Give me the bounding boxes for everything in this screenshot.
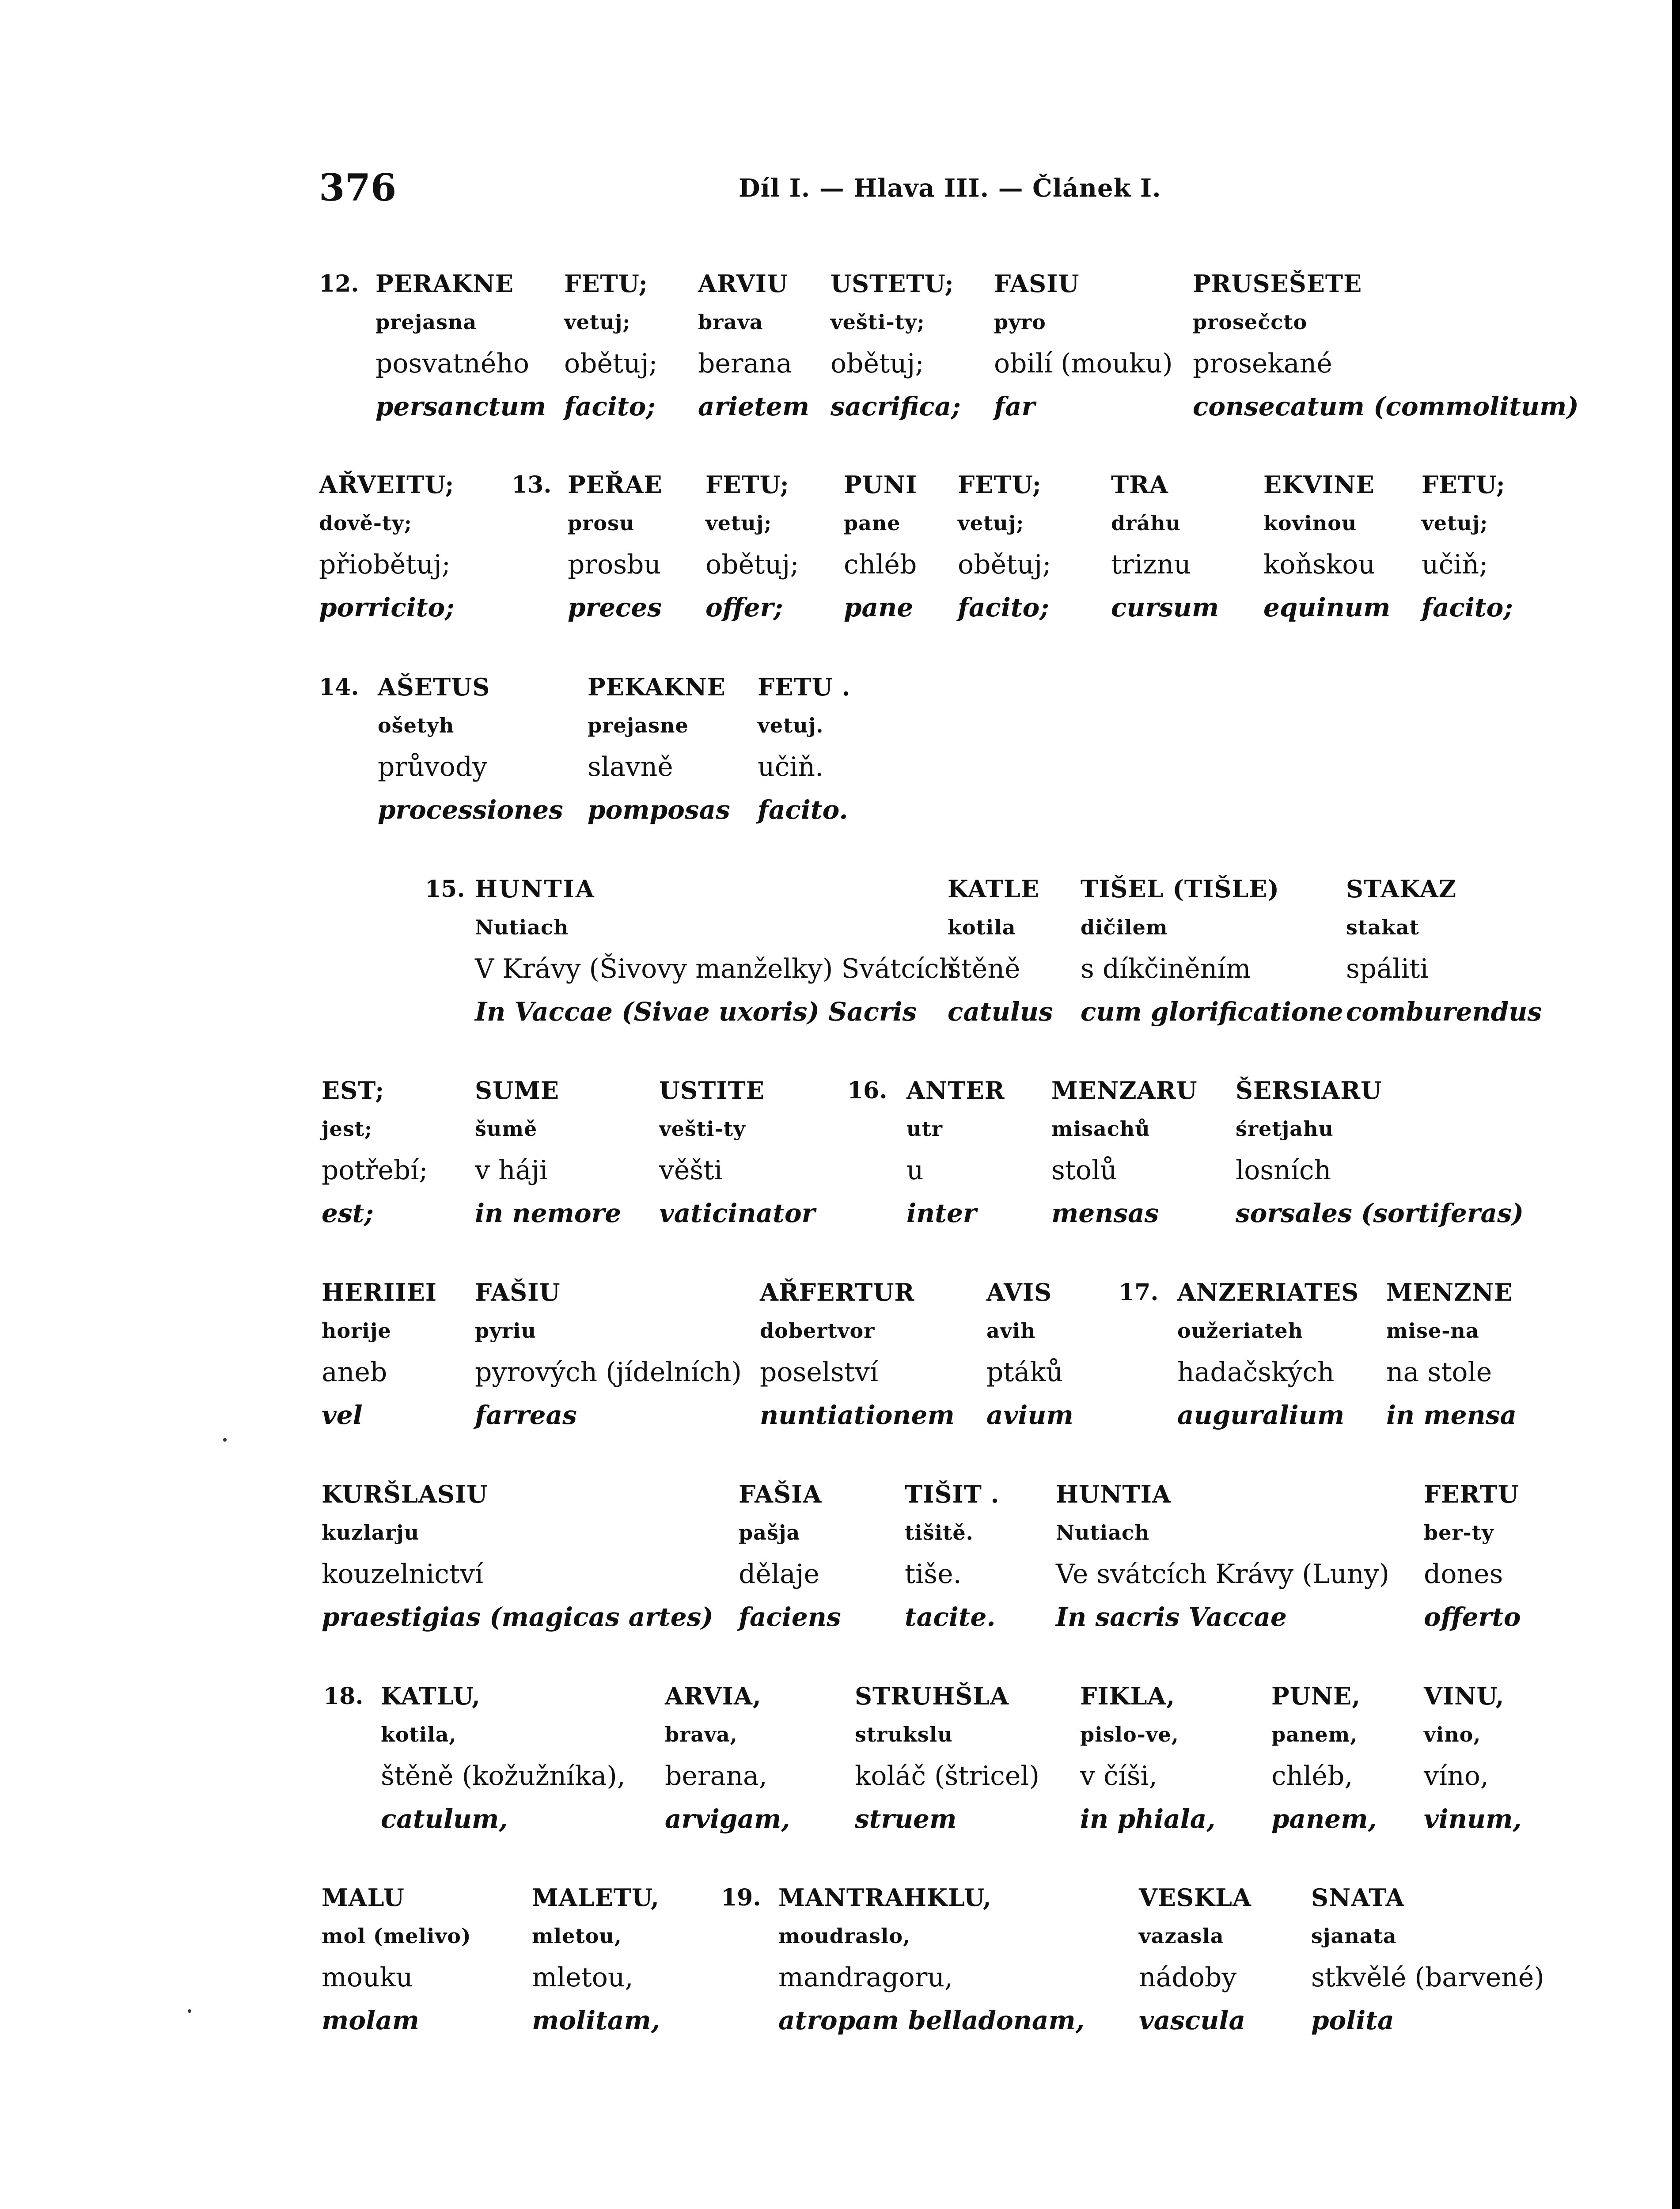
verse-number: 17. bbox=[1119, 1279, 1159, 1306]
umbrian-word: KATLU, bbox=[381, 1682, 481, 1710]
umbrian-word: SUME bbox=[475, 1076, 560, 1104]
latin-gloss: tacite. bbox=[905, 1602, 996, 1632]
umbrian-word: FETU; bbox=[1422, 471, 1506, 499]
czech-gloss: Ve svátcích Krávy (Luny) bbox=[1056, 1559, 1390, 1590]
transcription: pislo-ve, bbox=[1080, 1723, 1179, 1746]
transcription: oužeriateh bbox=[1177, 1319, 1303, 1343]
umbrian-word: KURŠLASIU bbox=[322, 1480, 488, 1508]
transcription: brava, bbox=[665, 1723, 738, 1746]
latin-gloss: avium bbox=[986, 1400, 1073, 1430]
latin-gloss: comburendus bbox=[1346, 997, 1542, 1027]
czech-gloss: kouzelnictví bbox=[322, 1559, 484, 1590]
verse-number: 12. bbox=[319, 270, 359, 297]
umbrian-word: FIKLA, bbox=[1080, 1682, 1176, 1710]
umbrian-word: MENZARU bbox=[1051, 1076, 1198, 1104]
latin-gloss: arietem bbox=[698, 391, 810, 421]
latin-gloss: mensas bbox=[1051, 1198, 1159, 1228]
verse-number: 14. bbox=[319, 674, 359, 701]
page-header bbox=[319, 166, 1565, 214]
czech-gloss: stkvělé (barvené) bbox=[1311, 1962, 1544, 1993]
czech-gloss: obilí (mouku) bbox=[994, 348, 1173, 379]
transcription: vetuj; bbox=[564, 310, 631, 334]
verse-number: 13. bbox=[512, 471, 552, 498]
umbrian-word: MENZNE bbox=[1386, 1278, 1513, 1306]
umbrian-word: TIŠIT . bbox=[905, 1480, 1000, 1508]
umbrian-word: FETU; bbox=[564, 269, 648, 298]
transcription: vetuj; bbox=[705, 511, 772, 535]
transcription: mise-na bbox=[1386, 1319, 1479, 1343]
latin-gloss: facito; bbox=[958, 592, 1049, 622]
latin-gloss: sacrifica; bbox=[831, 391, 961, 421]
czech-gloss: věšti bbox=[659, 1155, 723, 1186]
latin-gloss: vaticinator bbox=[659, 1198, 815, 1228]
speck bbox=[188, 2009, 191, 2013]
latin-gloss: offerto bbox=[1424, 1602, 1521, 1632]
transcription: brava bbox=[698, 310, 763, 334]
umbrian-word: ARVIU bbox=[698, 269, 789, 298]
transcription: sjanata bbox=[1311, 1924, 1397, 1948]
czech-gloss: V Krávy (Šivovy manželky) Svátcích bbox=[475, 953, 956, 984]
umbrian-word: PRUSEŠETE bbox=[1193, 269, 1362, 298]
umbrian-word: VINU, bbox=[1424, 1682, 1505, 1710]
latin-gloss: facito; bbox=[564, 391, 656, 421]
czech-gloss: v háji bbox=[475, 1155, 548, 1186]
umbrian-word: ANTER bbox=[906, 1076, 1005, 1104]
czech-gloss: chléb, bbox=[1271, 1761, 1353, 1791]
transcription: kotila, bbox=[381, 1723, 457, 1746]
umbrian-word: ANZERIATES bbox=[1177, 1278, 1359, 1306]
czech-gloss: tiše. bbox=[905, 1559, 962, 1590]
transcription: strukslu bbox=[855, 1723, 953, 1746]
umbrian-word: PUNE, bbox=[1271, 1682, 1361, 1710]
umbrian-word: ARVIA, bbox=[665, 1682, 762, 1710]
transcription: dičilem bbox=[1081, 915, 1168, 939]
umbrian-word: PEŘAE bbox=[568, 471, 663, 499]
transcription: utr bbox=[906, 1117, 943, 1141]
transcription: prosu bbox=[568, 511, 635, 535]
verse-number: 18. bbox=[323, 1683, 364, 1710]
czech-gloss: losních bbox=[1236, 1155, 1331, 1186]
czech-gloss: berana bbox=[698, 348, 792, 379]
umbrian-word: FETU . bbox=[758, 673, 851, 701]
latin-gloss: cum glorificatione bbox=[1081, 997, 1343, 1027]
transcription: vešti-ty; bbox=[831, 310, 925, 334]
latin-gloss: panem, bbox=[1271, 1804, 1377, 1834]
umbrian-word: ŠERSIARU bbox=[1236, 1076, 1382, 1104]
czech-gloss: na stole bbox=[1386, 1357, 1492, 1388]
transcription: prejasna bbox=[375, 310, 477, 334]
umbrian-word: HERIIEI bbox=[322, 1278, 437, 1306]
transcription: vešti-ty bbox=[659, 1117, 746, 1141]
transcription: Nutiach bbox=[475, 915, 569, 939]
umbrian-word: FAŠIA bbox=[739, 1480, 822, 1508]
transcription: dově-ty; bbox=[319, 511, 412, 535]
transcription: tišitě. bbox=[905, 1521, 974, 1545]
czech-gloss: posvatného bbox=[375, 348, 530, 379]
latin-gloss: in mensa bbox=[1386, 1400, 1517, 1430]
transcription: kotila bbox=[948, 915, 1016, 939]
latin-gloss: pane bbox=[844, 592, 914, 622]
latin-gloss: catulus bbox=[948, 997, 1053, 1027]
czech-gloss: dones bbox=[1424, 1559, 1503, 1590]
umbrian-word: MANTRAHKLU, bbox=[778, 1883, 992, 1912]
transcription: ošetyh bbox=[378, 714, 455, 737]
umbrian-word: KATLE bbox=[948, 875, 1040, 903]
umbrian-word: FASIU bbox=[994, 269, 1080, 298]
czech-gloss: spáliti bbox=[1346, 953, 1429, 984]
transcription: vetuj. bbox=[758, 714, 824, 737]
czech-gloss: potřebí; bbox=[322, 1155, 428, 1186]
latin-gloss: far bbox=[994, 391, 1035, 421]
transcription: šumě bbox=[475, 1117, 538, 1141]
transcription: pyriu bbox=[475, 1319, 537, 1343]
transcription: mletou, bbox=[532, 1924, 622, 1948]
czech-gloss: pyrových (jídelních) bbox=[475, 1357, 742, 1388]
latin-gloss: facito. bbox=[758, 795, 848, 825]
umbrian-word: FAŠIU bbox=[475, 1278, 561, 1306]
umbrian-word: TRA bbox=[1111, 471, 1168, 499]
transcription: pyro bbox=[994, 310, 1046, 334]
latin-gloss: auguralium bbox=[1177, 1400, 1345, 1430]
latin-gloss: processiones bbox=[378, 795, 563, 825]
latin-gloss: facito; bbox=[1422, 592, 1513, 622]
latin-gloss: persanctum bbox=[375, 391, 546, 421]
latin-gloss: inter bbox=[906, 1198, 977, 1228]
transcription: śretjahu bbox=[1236, 1117, 1334, 1141]
latin-gloss: In sacris Vaccae bbox=[1056, 1602, 1287, 1632]
czech-gloss: poselství bbox=[760, 1357, 879, 1388]
latin-gloss: arvigam, bbox=[665, 1804, 790, 1834]
umbrian-word: VESKLA bbox=[1139, 1883, 1251, 1912]
latin-gloss: offer; bbox=[705, 592, 783, 622]
latin-gloss: faciens bbox=[739, 1602, 841, 1632]
umbrian-word: AVIS bbox=[986, 1278, 1052, 1306]
transcription: vetuj; bbox=[958, 511, 1024, 535]
verse-number: 19. bbox=[721, 1884, 761, 1911]
transcription: vino, bbox=[1424, 1723, 1481, 1746]
verse-number: 15. bbox=[425, 876, 465, 903]
czech-gloss: aneb bbox=[322, 1357, 387, 1388]
transcription: panem, bbox=[1271, 1723, 1358, 1746]
czech-gloss: prosekané bbox=[1193, 348, 1332, 379]
latin-gloss: praestigias (magicas artes) bbox=[322, 1602, 713, 1632]
transcription: vetuj; bbox=[1422, 511, 1488, 535]
umbrian-word: USTETU; bbox=[831, 269, 954, 298]
page-number: 376 bbox=[319, 166, 397, 209]
latin-gloss: vel bbox=[322, 1400, 363, 1430]
umbrian-word: HUNTIA bbox=[475, 875, 595, 903]
transcription: dráhu bbox=[1111, 511, 1181, 535]
umbrian-word: STRUHŠLA bbox=[855, 1682, 1009, 1710]
czech-gloss: hadačských bbox=[1177, 1357, 1335, 1388]
czech-gloss: štěně bbox=[948, 953, 1020, 984]
czech-gloss: mletou, bbox=[532, 1962, 633, 1993]
latin-gloss: nuntiationem bbox=[760, 1400, 955, 1430]
czech-gloss: koláč (štricel) bbox=[855, 1761, 1040, 1791]
verse-number: 16. bbox=[847, 1077, 887, 1104]
latin-gloss: vinum, bbox=[1424, 1804, 1522, 1834]
transcription: mol (melivo) bbox=[322, 1924, 471, 1948]
latin-gloss: molam bbox=[322, 2005, 420, 2035]
latin-gloss: in nemore bbox=[475, 1198, 621, 1228]
umbrian-word: SNATA bbox=[1311, 1883, 1405, 1912]
czech-gloss: s díkčiněním bbox=[1081, 953, 1251, 984]
umbrian-word: EST; bbox=[322, 1076, 385, 1104]
latin-gloss: farreas bbox=[475, 1400, 577, 1430]
latin-gloss: catulum, bbox=[381, 1804, 508, 1834]
latin-gloss: pomposas bbox=[588, 795, 730, 825]
latin-gloss: in phiala, bbox=[1080, 1804, 1216, 1834]
transcription: ber-ty bbox=[1424, 1521, 1494, 1545]
umbrian-word: PUNI bbox=[844, 471, 918, 499]
umbrian-word: MALU bbox=[322, 1883, 405, 1912]
czech-gloss: víno, bbox=[1424, 1761, 1489, 1791]
transcription: prejasne bbox=[588, 714, 689, 737]
transcription: kuzlarju bbox=[322, 1521, 420, 1545]
umbrian-word: USTITE bbox=[659, 1076, 765, 1104]
czech-gloss: obětuj; bbox=[958, 549, 1051, 580]
umbrian-word: AŘFERTUR bbox=[760, 1278, 915, 1306]
czech-gloss: triznu bbox=[1111, 549, 1191, 580]
czech-gloss: obětuj; bbox=[564, 348, 658, 379]
czech-gloss: u bbox=[906, 1155, 924, 1186]
czech-gloss: berana, bbox=[665, 1761, 767, 1791]
czech-gloss: ptáků bbox=[986, 1357, 1063, 1388]
umbrian-word: AŘVEITU; bbox=[319, 471, 455, 499]
transcription: avih bbox=[986, 1319, 1036, 1343]
transcription: kovinou bbox=[1263, 511, 1357, 535]
czech-gloss: obětuj; bbox=[705, 549, 799, 580]
czech-gloss: koňskou bbox=[1263, 549, 1376, 580]
latin-gloss: preces bbox=[568, 592, 662, 622]
transcription: moudraslo, bbox=[778, 1924, 911, 1948]
latin-gloss: polita bbox=[1311, 2005, 1394, 2035]
umbrian-word: STAKAZ bbox=[1346, 875, 1457, 903]
latin-gloss: In Vaccae (Sivae uxoris) Sacris bbox=[475, 997, 917, 1027]
czech-gloss: slavně bbox=[588, 752, 673, 782]
czech-gloss: stolů bbox=[1051, 1155, 1117, 1186]
latin-gloss: equinum bbox=[1263, 592, 1391, 622]
czech-gloss: učiň; bbox=[1422, 549, 1488, 580]
latin-gloss: est; bbox=[322, 1198, 374, 1228]
umbrian-word: FETU; bbox=[705, 471, 789, 499]
czech-gloss: přiobětuj; bbox=[319, 549, 451, 580]
latin-gloss: consecatum (commolitum) bbox=[1193, 391, 1579, 421]
czech-gloss: v číši, bbox=[1080, 1761, 1157, 1791]
transcription: Nutiach bbox=[1056, 1521, 1150, 1545]
transcription: pane bbox=[844, 511, 901, 535]
czech-gloss: mandragoru, bbox=[778, 1962, 953, 1993]
transcription: horije bbox=[322, 1319, 391, 1343]
latin-gloss: struem bbox=[855, 1804, 957, 1834]
speck bbox=[223, 1438, 227, 1442]
umbrian-word: PERAKNE bbox=[375, 269, 514, 298]
latin-gloss: vascula bbox=[1139, 2005, 1246, 2035]
umbrian-word: AŠETUS bbox=[378, 673, 490, 701]
umbrian-word: EKVINE bbox=[1263, 471, 1375, 499]
latin-gloss: sorsales (sortiferas) bbox=[1236, 1198, 1524, 1228]
czech-gloss: chléb bbox=[844, 549, 917, 580]
umbrian-word: FERTU bbox=[1424, 1480, 1519, 1508]
czech-gloss: učiň. bbox=[758, 752, 824, 782]
umbrian-word: FETU; bbox=[958, 471, 1042, 499]
umbrian-word: PEKAKNE bbox=[588, 673, 726, 701]
transcription: stakat bbox=[1346, 915, 1419, 939]
running-head: Díl I. — Hlava III. — Článek I. bbox=[739, 174, 1161, 203]
czech-gloss: průvody bbox=[378, 752, 488, 782]
czech-gloss: štěně (kožužníka), bbox=[381, 1761, 626, 1791]
latin-gloss: atropam belladonam, bbox=[778, 2005, 1085, 2035]
czech-gloss: dělaje bbox=[739, 1559, 819, 1590]
czech-gloss: mouku bbox=[322, 1962, 413, 1993]
latin-gloss: molitam, bbox=[532, 2005, 660, 2035]
transcription: prosečcto bbox=[1193, 310, 1308, 334]
transcription: misachů bbox=[1051, 1117, 1150, 1141]
czech-gloss: obětuj; bbox=[831, 348, 924, 379]
czech-gloss: nádoby bbox=[1139, 1962, 1237, 1993]
transcription: dobertvor bbox=[760, 1319, 875, 1343]
transcription: pašja bbox=[739, 1521, 800, 1545]
latin-gloss: porricito; bbox=[319, 592, 455, 622]
transcription: jest; bbox=[322, 1117, 373, 1141]
umbrian-word: HUNTIA bbox=[1056, 1480, 1171, 1508]
czech-gloss: prosbu bbox=[568, 549, 661, 580]
umbrian-word: TIŠEL (TIŠLE) bbox=[1081, 875, 1280, 903]
latin-gloss: cursum bbox=[1111, 592, 1219, 622]
transcription: vazasla bbox=[1139, 1924, 1224, 1948]
umbrian-word: MALETU, bbox=[532, 1883, 660, 1912]
